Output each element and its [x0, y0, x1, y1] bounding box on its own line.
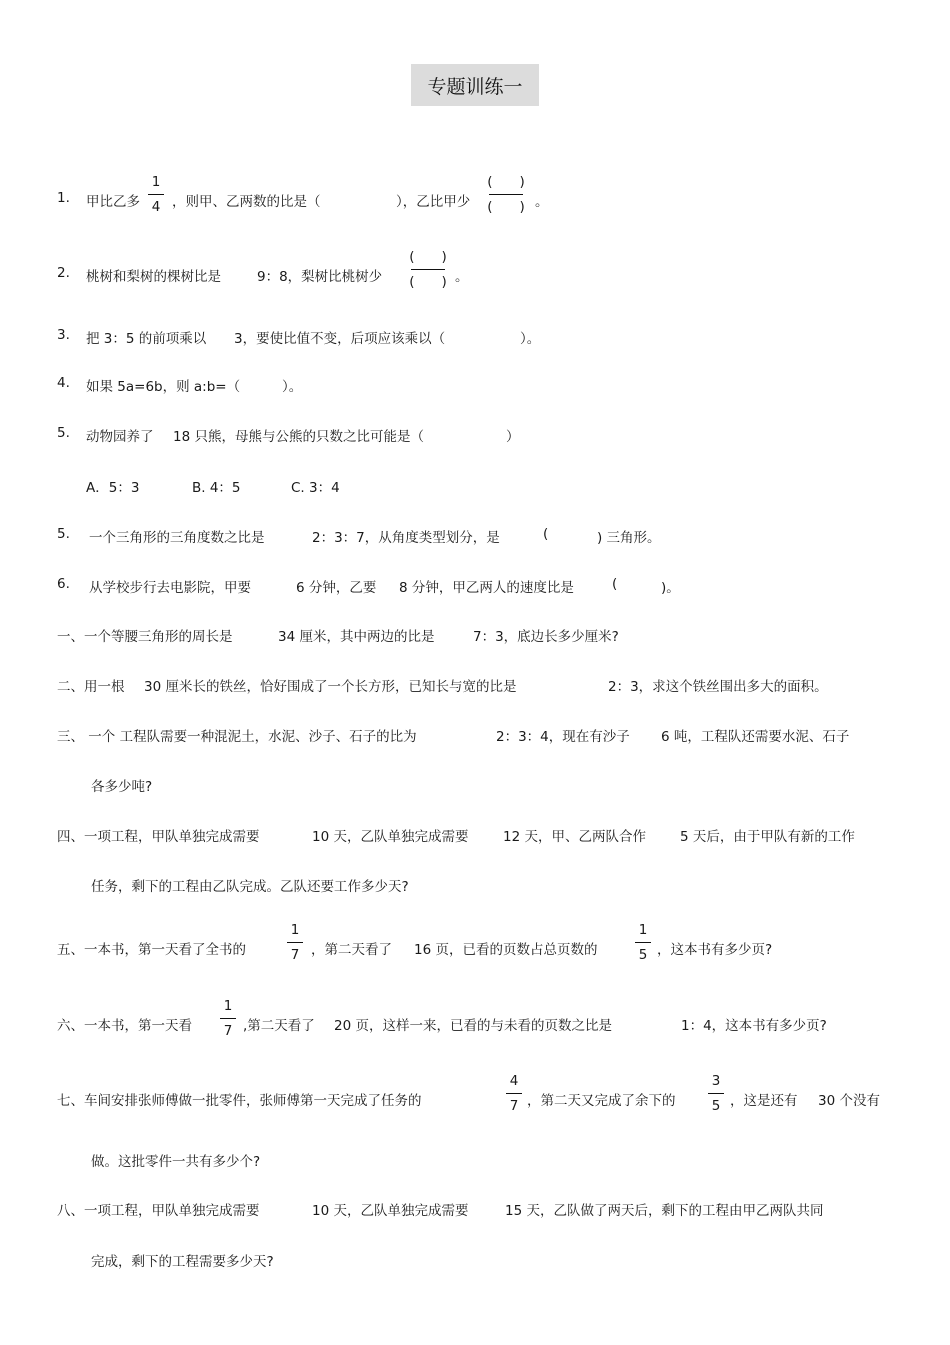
question-text: 6 分钟，乙要: [296, 580, 377, 596]
problem-text: 做。这批零件一共有多少个?: [91, 1154, 261, 1170]
blank-fraction: ( ) ( ): [409, 249, 447, 290]
problem-text: 六、一本书，第一天看: [57, 1018, 192, 1034]
blank-fraction: ( ) ( ): [487, 174, 525, 215]
question-text: ），乙比甲少: [396, 194, 471, 210]
problem-text: 二、用一根: [57, 679, 125, 695]
question-number: 3.: [57, 327, 70, 343]
fraction-bar: [287, 942, 303, 943]
problem-text: ，这本书有多少页?: [657, 942, 773, 958]
fraction-bar: [411, 269, 445, 270]
question-number: 5.: [57, 425, 70, 441]
fraction-bar: [148, 194, 164, 195]
question-text: 如果 5a=6b，则 a:b=（: [86, 379, 241, 395]
question-number: 5.: [57, 526, 70, 542]
problem-text: 四、一项工程，甲队单独完成需要: [57, 829, 260, 845]
question-number: 2.: [57, 265, 70, 281]
question-number: 4.: [57, 375, 70, 391]
question-text: ）。: [282, 379, 303, 395]
fraction-bar: [220, 1018, 236, 1019]
question-text: (: [543, 526, 549, 542]
question-text: 动物园养了: [86, 429, 154, 445]
fraction: 4 7: [494, 1072, 534, 1115]
question-number: 1.: [57, 190, 70, 206]
question-text: ）: [506, 429, 520, 445]
question-text: 桃树和梨树的棵树比是: [86, 269, 221, 285]
problem-text: 七、车间安排张师傅做一批零件，张师傅第一天完成了任务的: [57, 1093, 422, 1109]
fraction-bar: [506, 1093, 522, 1094]
question-text: ) 三角形。: [597, 530, 661, 546]
question-text: (: [612, 576, 618, 592]
problem-text: 30 个没有: [818, 1093, 880, 1109]
problem-text: ，第二天看了: [311, 942, 392, 958]
fraction-bar: [489, 194, 523, 195]
fraction-bar: [708, 1093, 724, 1094]
question-text: 一个三角形的三角度数之比是: [89, 530, 265, 546]
problem-text: 30 厘米长的铁丝，恰好围成了一个长方形，已知长与宽的比是: [144, 679, 517, 695]
fraction: 1 7: [208, 997, 248, 1040]
problem-text: 完成，剩下的工程需要多少天?: [91, 1254, 274, 1270]
fraction: 1 7: [275, 921, 315, 964]
problem-text: 7：3，底边长多少厘米?: [473, 629, 619, 645]
fraction: 1 5: [623, 921, 663, 964]
problem-text: 10 天，乙队单独完成需要: [312, 1203, 469, 1219]
problem-text: 6 吨，工程队还需要水泥、石子: [661, 729, 850, 745]
question-text: 。: [535, 194, 549, 210]
fraction-bar: [635, 942, 651, 943]
problem-text: 三、 一个 工程队需要一种混泥土，水泥、沙子、石子的比为: [57, 729, 417, 745]
problem-text: 一、一个等腰三角形的周长是: [57, 629, 233, 645]
problem-text: 各多少吨?: [91, 779, 153, 795]
question-text: 18 只熊，母熊与公熊的只数之比可能是（: [173, 429, 424, 445]
question-text: 。: [455, 269, 469, 285]
problem-text: ，这是还有: [730, 1093, 798, 1109]
problem-text: 12 天，甲、乙两队合作: [503, 829, 646, 845]
question-text: 从学校步行去电影院，甲要: [89, 580, 251, 596]
problem-text: 八、一项工程，甲队单独完成需要: [57, 1203, 260, 1219]
problem-text: 2：3，求这个铁丝围出多大的面积。: [608, 679, 828, 695]
problem-text: 1：4，这本书有多少页?: [681, 1018, 827, 1034]
problem-text: 15 天，乙队做了两天后，剩下的工程由甲乙两队共同: [505, 1203, 824, 1219]
problem-text: 五、一本书，第一天看了全书的: [57, 942, 246, 958]
question-text: 2：3：7，从角度类型划分，是: [312, 530, 500, 546]
problem-text: 34 厘米，其中两边的比是: [278, 629, 435, 645]
question-text: ）。: [520, 331, 541, 347]
question-number: 6.: [57, 576, 70, 592]
question-text: 3，要使比值不变，后项应该乘以（: [234, 331, 446, 347]
question-text: 8 分钟，甲乙两人的速度比是: [399, 580, 574, 596]
problem-text: ，第二天又完成了余下的: [527, 1093, 676, 1109]
question-text: ，则甲、乙两数的比是（: [172, 194, 321, 210]
problem-text: 5 天后，由于甲队有新的工作: [680, 829, 855, 845]
option-c: C. 3：4: [291, 480, 340, 496]
problem-text: 20 页，这样一来，已看的与未看的页数之比是: [334, 1018, 612, 1034]
fraction: 1 4: [136, 173, 176, 216]
problem-text: ,第二天看了: [243, 1018, 315, 1034]
question-text: 甲比乙多: [86, 194, 140, 210]
fraction: 3 5: [696, 1072, 736, 1115]
option-b: B. 4：5: [192, 480, 241, 496]
page-title: 专题训练一: [411, 64, 539, 106]
question-text: )。: [661, 580, 680, 596]
problem-text: 任务，剩下的工程由乙队完成。乙队还要工作多少天?: [91, 879, 409, 895]
problem-text: 2：3：4，现在有沙子: [496, 729, 630, 745]
option-a: A．5：3: [86, 480, 140, 496]
question-text: 把 3：5 的前项乘以: [86, 331, 207, 347]
problem-text: 10 天，乙队单独完成需要: [312, 829, 469, 845]
problem-text: 16 页，已看的页数占总页数的: [414, 942, 598, 958]
question-text: 9：8，梨树比桃树少: [257, 269, 383, 285]
